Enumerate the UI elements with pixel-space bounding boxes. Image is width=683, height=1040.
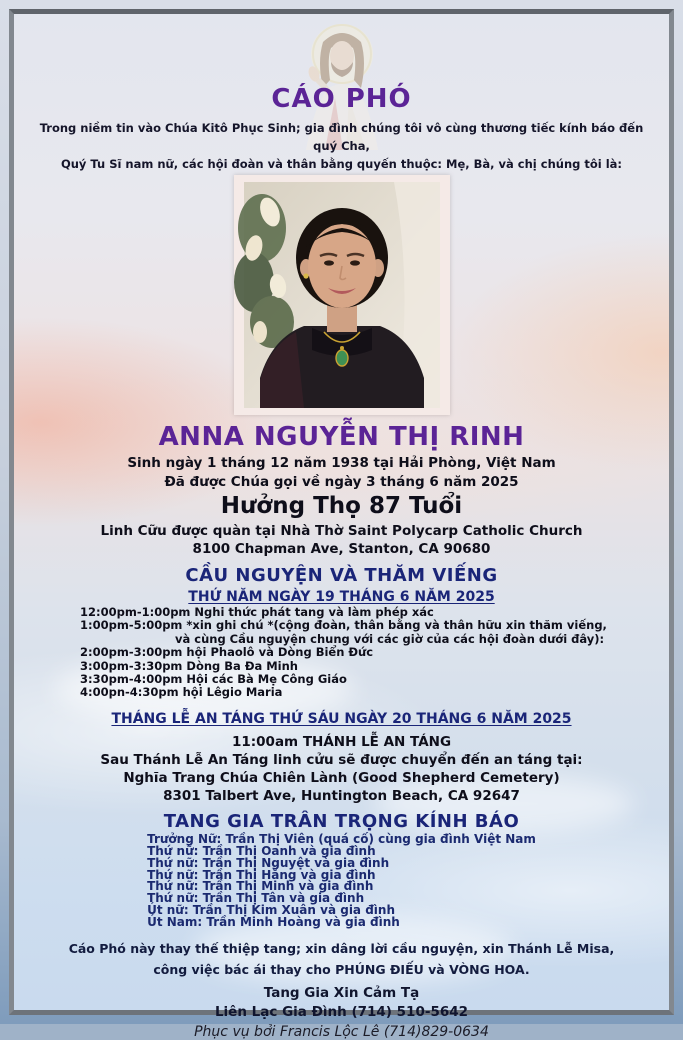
visitation-date-heading: THỨ NĂM NGÀY 19 THÁNG 6 NĂM 2025	[188, 589, 495, 605]
thanks-line: Tang Gia Xin Cảm Tạ	[263, 985, 420, 1002]
closing-note-line-2: công việc bác ái thay cho PHÚNG ĐIẾU và VÒNG HOA.	[153, 962, 530, 978]
schedule-item: 3:30pm-4:00pm Hội các Bà Mẹ Công Giáo	[80, 672, 347, 687]
portrait-photo	[234, 175, 450, 415]
schedule-item: 12:00pm-1:00pm Nghi thức phát tang và làm phép xác	[80, 605, 434, 619]
schedule-item: 2:00pm-3:00pm hội Phaolô và Dòng Biển Đức	[80, 645, 374, 660]
funeral-transfer-line: Sau Thánh Lễ An Táng linh cửu sẽ được chuyển đến an táng tại:	[100, 751, 583, 768]
family-member: Thứ nữ: Trần Thị Oanh và gia đình	[147, 843, 376, 858]
family-member: Thứ nữ: Trần Thị Minh và gia đình	[147, 879, 374, 894]
funeral-heading: THÁNG LỄ AN TÁNG THỨ SÁU NGÀY 20 THÁNG 6 NĂM 2025	[111, 710, 572, 727]
schedule-item: 4:00pn-4:30pm hội Lêgio Maria	[80, 685, 283, 700]
contact-line: Liên Lạc Gia Đình (714) 510-5642	[214, 1003, 469, 1020]
family-member: Thứ nữ: Trần Thị Nguyệt và gia đình	[147, 855, 390, 870]
family-member: Út nữ: Trần Thị Kim Xuân và gia đình	[147, 903, 395, 918]
family-member: Trưởng Nữ: Trần Thị Viên (quá cố) cùng gia đình Việt Nam	[147, 831, 536, 846]
cemetery-address: 8301 Talbert Ave, Huntington Beach, CA 92647	[163, 787, 520, 804]
deceased-name: ANNA NGUYỄN THỊ RINH	[158, 422, 525, 452]
visitation-heading: CẦU NGUYỆN VÀ THĂM VIẾNG	[185, 565, 498, 586]
schedule-item: 1:00pm-5:00pm *xin ghi chú *(cộng đoàn, thân bằng và thân hữu xin thăm viếng,	[80, 618, 607, 633]
closing-note-line-1: Cáo Phó này thay thế thiệp tang; xin dâng lời cầu nguyện, xin Thánh Lễ Misa,	[68, 941, 615, 957]
schedule-item: 3:00pm-3:30pm Dòng Ba Đa Minh	[80, 658, 298, 673]
family-member: Thứ nữ: Trần Thị Tân và gia đình	[147, 891, 365, 906]
birth-line: Sinh ngày 1 tháng 12 năm 1938 tại Hải Phòng, Việt Nam	[127, 455, 556, 471]
death-line: Đã được Chúa gọi về ngày 3 tháng 6 năm 2025	[164, 474, 519, 490]
repose-church: Linh Cữu được quàn tại Nhà Thờ Saint Polycarp Catholic Church	[100, 523, 583, 539]
family-member: Út Nam: Trần Minh Hoàng và gia đình	[147, 915, 400, 930]
family-list	[147, 831, 536, 930]
funeral-details	[14, 733, 669, 805]
service-provider-line: Phục vụ bởi Francis Lộc Lê (714)829-0634	[194, 1024, 489, 1040]
repose-address: 8100 Chapman Ave, Stanton, CA 90680	[192, 541, 491, 557]
closing-note	[44, 938, 639, 980]
intro-line-2: Quý Tu Sĩ nam nữ, các hội đoàn và thân bằng quyến thuộc: Mẹ, Bà, và chị chúng tôi là:	[60, 157, 623, 171]
funeral-mass-line: 11:00am THÁNH LỄ AN TÁNG	[231, 733, 452, 750]
intro-line-1: Trong niềm tin vào Chúa Kitô Phục Sinh; gia đình chúng tôi vô cùng thương tiếc kính báo đến quý Cha,	[39, 121, 644, 153]
cemetery-name: Nghĩa Trang Chúa Chiên Lành (Good Shepherd Cemetery)	[123, 769, 560, 786]
intro-text	[32, 119, 651, 173]
repose-lines	[14, 522, 669, 558]
family-heading: TANG GIA TRÂN TRỌNG KÍNH BÁO	[163, 810, 520, 832]
birth-death-lines	[14, 454, 669, 492]
age-line: Hưởng Thọ 87 Tuổi	[220, 493, 463, 519]
family-member: Thứ nữ: Trần Thị Hằng và gia đình	[147, 867, 376, 882]
visitation-schedule	[80, 606, 669, 700]
thanks-block	[14, 984, 669, 1021]
announcement-card	[9, 9, 674, 1040]
schedule-item-continuation: và cùng Cầu nguyện chung với các giờ của các hội đoàn dưới đây):	[175, 631, 605, 646]
page-title: CÁO PHÓ	[271, 84, 412, 114]
